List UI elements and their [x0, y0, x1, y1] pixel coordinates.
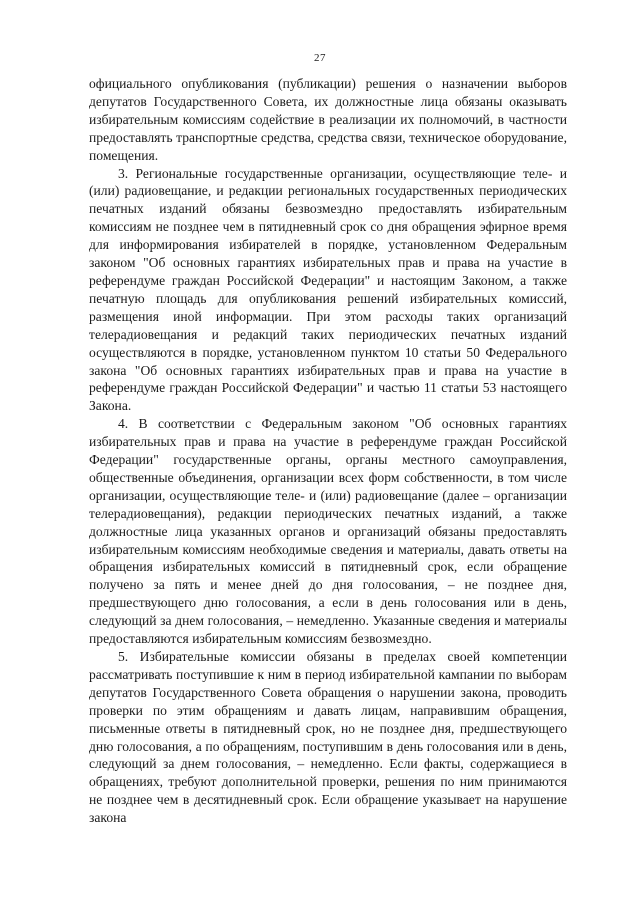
paragraph-4: 4. В соответствии с Федеральным законом "Об основных гарантиях избирательных прав и права на участие в референдуме граждан Российской Федерации" государственные органы, органы местного самоуправления, общественные объединения, организации всех форм собственности, в том числе организации, осуществляющие теле- и (или) радиовещание (далее – организации телерадиовещания), редакции периодических печатных изданий, а также должностные лица указанных органов и организаций обязаны предоставлять избирательным комиссиям необходимые сведения и материалы, давать ответы на обращения избирательных комиссий в пятидневный срок, если обращение получено за пять и менее дней до дня голосования, – не позднее дня, предшествующего дню голосования, а если в день голосования или в день, следующий за днем голосования, – немедленно. Указанные сведения и материалы предоставляются избирательным комиссиям безвозмездно.	[89, 416, 567, 647]
document-body	[89, 75, 567, 827]
paragraph-continuation: официального опубликования (публикации) решения о назначении выборов депутатов Государственного Совета, их должностные лица обязаны оказывать избирательным комиссиям содействие в реализации их полномочий, в частности предоставлять транспортные средства, средства связи, техническое оборудование, помещения.	[89, 76, 567, 163]
paragraph-5: 5. Избирательные комиссии обязаны в пределах своей компетенции рассматривать поступившие к ним в период избирательной кампании по выборам депутатов Государственного Совета обращения о нарушении закона, проводить проверки по этим обращениям и давать лицам, направившим обращения, письменные ответы в пятидневный срок, но не позднее дня, предшествующего дню голосования, а по обращениям, поступившим в день голосования или в день, следующий за днем голосования, – немедленно. Если факты, содержащиеся в обращениях, требуют дополнительной проверки, решения по ним принимаются не позднее чем в десятидневный срок. Если обращение указывает на нарушение закона	[89, 649, 567, 826]
paragraph-3: 3. Региональные государственные организации, осуществляющие теле- и (или) радиовещание, и редакции региональных государственных периодических печатных изданий обязаны безвозмездно предоставлять избирательным комиссиям не позднее чем в пятидневный срок со дня обращения эфирное время для информирования избирателей в порядке, установленном Федеральным законом "Об основных гарантиях избирательных прав и права на участие в референдуме граждан Российской Федерации" и настоящим Законом, а также печатную площадь для опубликования решений избирательных комиссий, размещения иной информации. При этом расходы таких организаций телерадиовещания и редакций таких периодических печатных изданий осуществляются в порядке, установленном пунктом 10 статьи 50 Федерального закона "Об основных гарантиях избирательных прав и права на участие в референдуме граждан Российской Федерации" и частью 11 статьи 53 настоящего Закона.	[89, 165, 567, 414]
page-number: 27	[314, 52, 326, 64]
